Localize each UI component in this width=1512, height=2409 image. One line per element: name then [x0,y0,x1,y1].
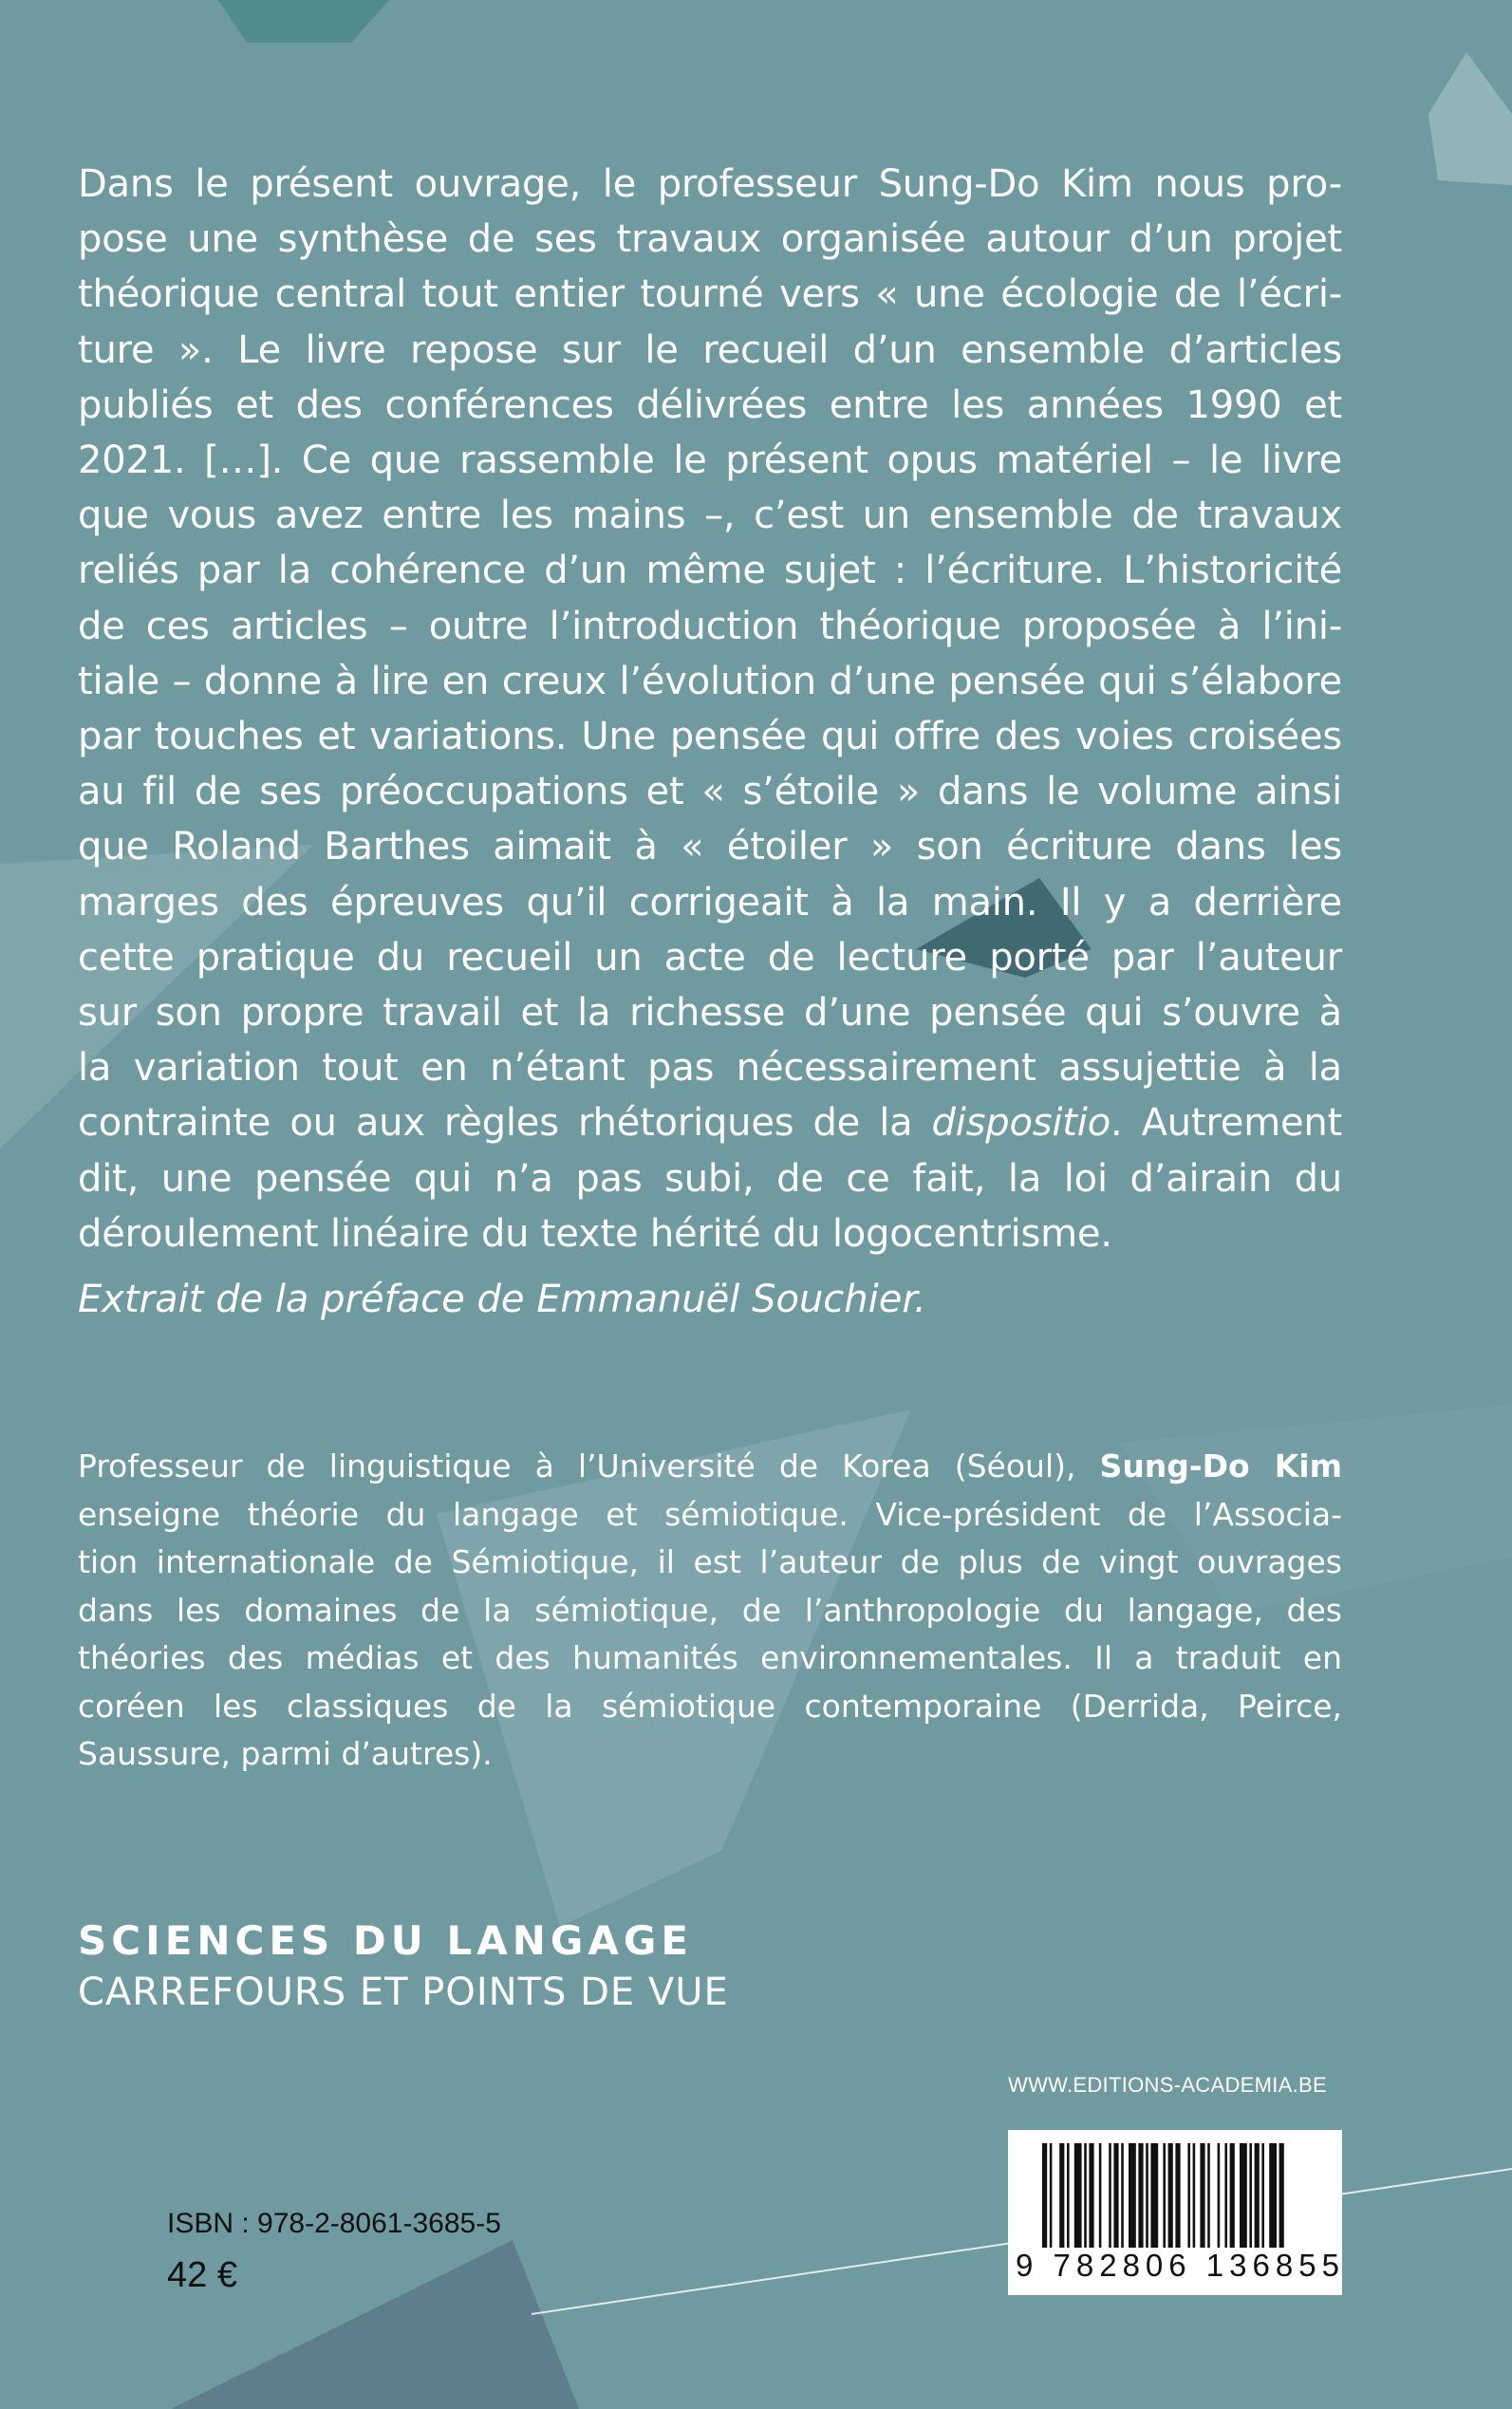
bio-line: tion internationale de Sémiotique, il est l’auteur de plus de vingt ouvrages [78,1543,1342,1580]
blurb-line: déroulement linéaire du texte hérité du logocentrisme. [78,1211,1112,1256]
barcode-bar [1129,2143,1136,2248]
barcode-bar [1168,2143,1173,2248]
blurb-line: théorique central tout entier tourné vers « une écologie de l’écri- [78,272,1342,317]
blurb-line: cette pratique du recueil un acte de lecture porté par l’auteur [78,935,1342,980]
barcode-bar [1175,2143,1180,2248]
barcode-digits: 9 782806 136855 [1016,2248,1345,2283]
barcode-bar [1193,2143,1196,2248]
blurb-line: Dans le présent ouvrage, le professeur Sung-Do Kim nous pro- [78,162,1342,206]
isbn: ISBN : 978-2-8061-3685-5 [167,2208,501,2239]
preface-credit: Extrait de la préface de Emmanuël Souchier. [78,1278,926,1321]
blurb-paragraph [78,157,1342,1261]
bio-line: enseigne théorie du langage et sémiotique. Vice-président de l’Associa- [78,1495,1342,1533]
blurb-line: publiés et des conférences délivrées entre les années 1990 et [78,383,1342,427]
barcode-bar [1218,2143,1221,2248]
barcode-bar [1084,2143,1087,2248]
barcode-bar [1113,2143,1118,2248]
barcode-bar [1099,2143,1102,2248]
bio-line: Saussure, parmi d’autres). [78,1735,493,1772]
top-right-light-shape [1428,52,1512,185]
blurb-line: sur son propre travail et la richesse d’une pensée qui s’ouvre à [78,991,1342,1036]
blurb-line: ture ». Le livre repose sur le recueil d’un ensemble d’articles [78,327,1342,372]
barcode-bar [1200,2143,1204,2248]
top-left-teal-shape [218,0,389,43]
barcode-bar [1146,2143,1148,2248]
blurb-line-with-italic [78,1095,1342,1150]
barcode-bar [1074,2143,1082,2248]
author-bio [78,1443,1342,1779]
barcode [1008,2130,1345,2295]
barcode-bar [1109,2143,1111,2248]
barcode-bar [1187,2143,1190,2248]
barcode-bar [1269,2143,1277,2248]
series-subtitle: CARREFOURS ET POINTS DE VUE [78,1970,729,2014]
price: 42 € [167,2255,237,2295]
back-cover-blurb [78,157,1342,1261]
barcode-bar [1163,2143,1166,2248]
barcode-bar [1059,2143,1064,2248]
blurb-line: tiale – donne à lire en creux l’évolution d’une pensée qui s’élabore [78,659,1342,703]
barcode-bar [1150,2143,1158,2248]
barcode-bar [1240,2143,1247,2248]
barcode-bar [1089,2143,1093,2248]
series-title: SCIENCES DU LANGAGE [78,1917,694,1964]
publisher-website[interactable]: WWW.EDITIONS-ACADEMIA.BE [1008,2073,1327,2097]
blurb-line: dit, une pensée qui n’a pas subi, de ce fait, la loi d’airain du [78,1156,1342,1201]
blurb-line: de ces articles – outre l’introduction théorique proposée à l’ini- [78,604,1342,648]
blurb-line: au fil de ses préoccupations et « s’étoile » dans le volume ainsi [78,770,1342,814]
barcode-bar [1042,2143,1047,2248]
blurb-line: que Roland Barthes aimait à « étoiler » son écriture dans les [78,825,1342,869]
barcode-bar [1230,2143,1235,2248]
barcode-bar [1067,2143,1070,2248]
bio-line-with-author [78,1443,1342,1491]
barcode-bars [1042,2143,1327,2257]
bio-text: Professeur de linguistique à l’Université de Korea (Séoul), [78,1447,1100,1485]
blurb-text: . Autrement [1110,1101,1342,1146]
blurb-line: par touches et variations. Une pensée qui offre des voies croisées [78,715,1342,759]
barcode-bar [1224,2143,1227,2248]
barcode-bar [1207,2143,1210,2248]
blurb-text: contrainte ou aux règles rhétoriques de la [78,1101,932,1146]
blurb-line: reliés par la cohérence d’un même sujet : l’écriture. L’historicité [78,549,1342,593]
author-name: Sung-Do Kim [1099,1447,1343,1485]
blurb-line: marges des épreuves qu’il corrigeait à la main. Il y a derrière [78,880,1342,924]
bio-line: dans les domaines de la sémiotique, de l’anthropologie du langage, des [78,1591,1342,1629]
blurb-line: 2021. […]. Ce que rassemble le présent opus matériel – le livre [78,439,1342,483]
barcode-bar [1121,2143,1124,2248]
blurb-line: la variation tout en n’étant pas nécessairement assujettie à la [78,1046,1342,1091]
barcode-bar [1279,2143,1284,2248]
bio-line: théories des médias et des humanités environnementales. Il a traduit en [78,1639,1342,1676]
barcode-bar [1249,2143,1252,2248]
barcode-bar [1050,2143,1053,2248]
barcode-bar [1255,2143,1260,2248]
bio-line: coréen les classiques de la sémiotique contemporaine (Derrida, Peirce, [78,1687,1342,1725]
barcode-bar [1138,2143,1143,2248]
barcode-bar [1261,2143,1264,2248]
blurb-line: pose une synthèse de ses travaux organisée autour d’un projet [78,217,1342,262]
dispositio-term: dispositio [931,1101,1111,1146]
blurb-line: que vous avez entre les mains –, c’est un ensemble de travaux [78,494,1342,538]
